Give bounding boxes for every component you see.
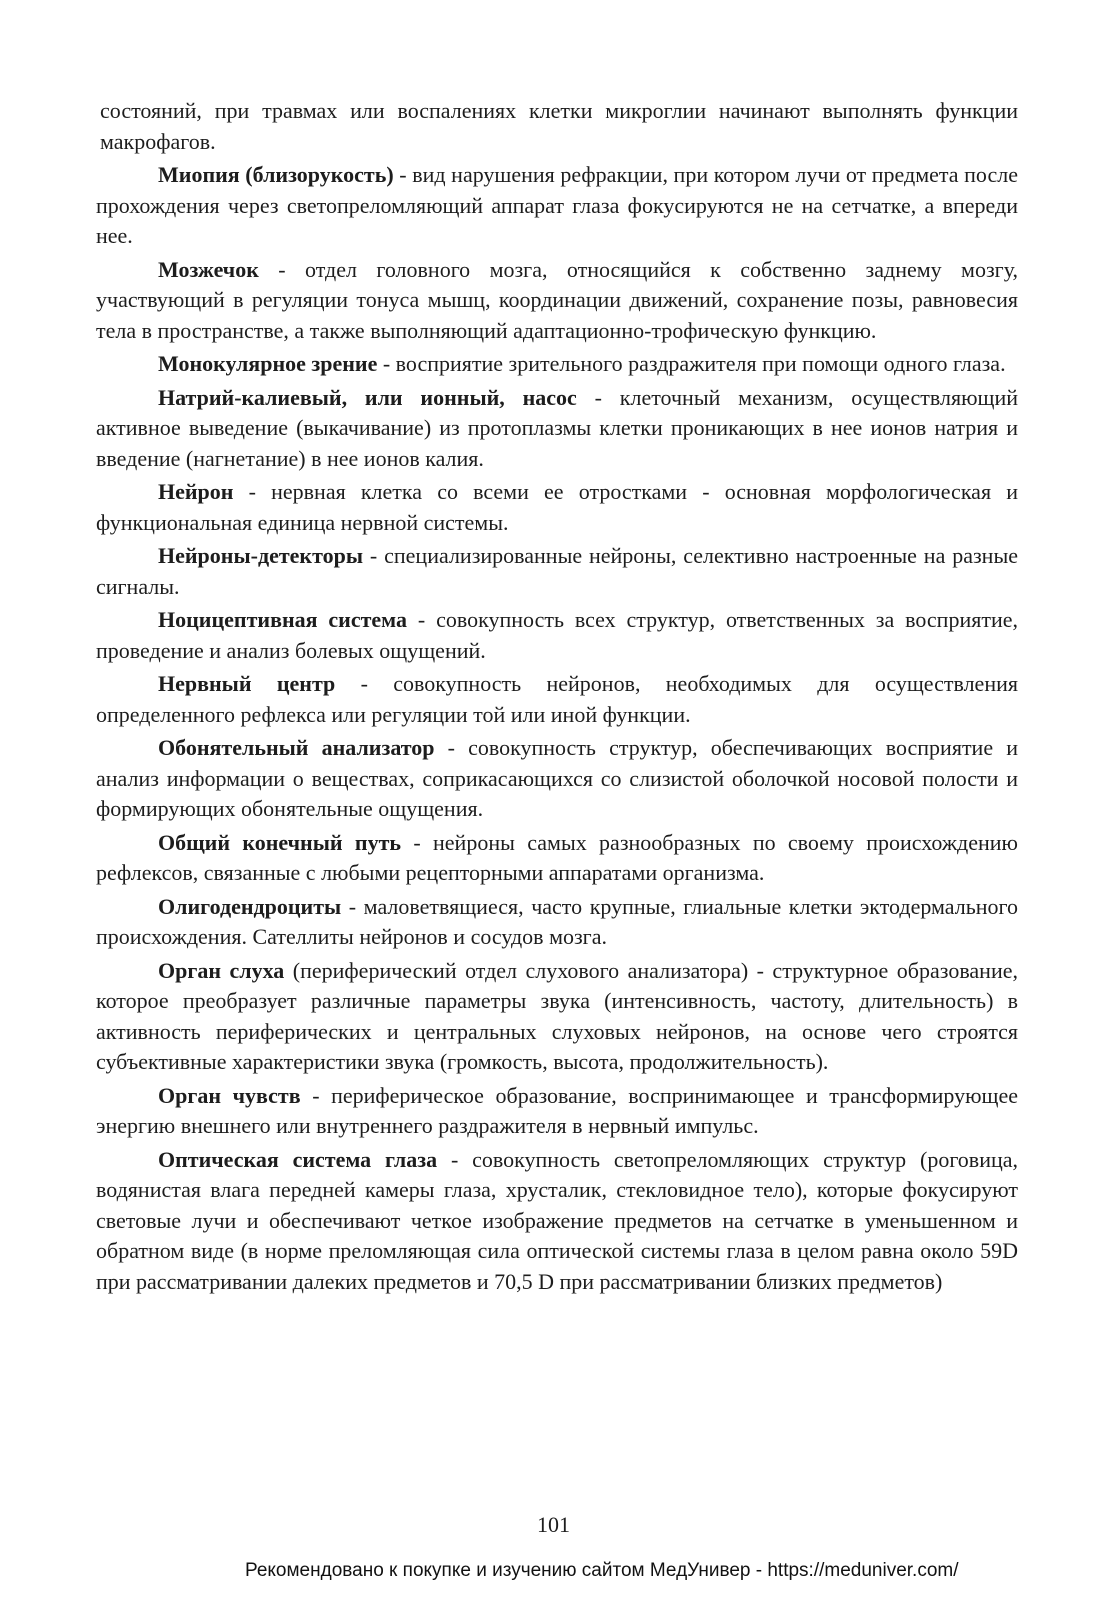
glossary-entry <box>96 733 1018 825</box>
entry-definition: - нейроны самых разнообразных по своему происхождению рефлексов, связанные с любыми рецепторными аппаратами организма. <box>96 829 1018 885</box>
entry-definition: - специализированные нейроны, селективно настроенные на разные сигналы. <box>96 543 1018 599</box>
entry-term: Миопия (близорукость) <box>158 162 394 187</box>
entry-definition: - маловетвящиеся, часто крупные, глиальные клетки эктодермального происхождения. Сателлиты нейронов и сосудов мозга. <box>96 893 1018 949</box>
entry-definition: (периферический отдел слухового анализатора) - структурное образование, которое преобразует различные параметры звука (интенсивность, частоту, длительность) в активность периферических и центральных слуховых нейронов, на основе чего строятся субъективные характеристики звука (громкость, высота, продолжительность). <box>96 957 1018 1074</box>
entry-definition: - вид нарушения рефракции, при котором лучи от предмета после прохождения через светопреломляющий аппарат глаза фокусируются не на сетчатке, а впереди нее. <box>96 162 1018 248</box>
glossary-entry <box>96 1081 1018 1142</box>
footer-recommendation: Рекомендовано к покупке и изучению сайтом МедУнивер - https://meduniver.com/ <box>245 1560 959 1581</box>
glossary-entry <box>96 669 1018 730</box>
document-body <box>88 96 1018 1300</box>
glossary-entry <box>96 349 1018 380</box>
entry-term: Обонятельный анализатор <box>158 735 435 760</box>
entry-definition: - клеточный механизм, осуществляющий активное выведение (выкачивание) из протоплазмы клетки проникающих в нее ионов натрия и введение (нагнетание) в нее ионов калия. <box>96 384 1018 471</box>
entry-definition: - восприятие зрительного раздражителя при помощи одного глаза. <box>377 351 1006 376</box>
entry-term: Нейроны-детекторы <box>158 543 364 568</box>
intro-paragraph: состояний, при травмах или воспалениях клетки микроглии начинают выполнять функции макрофагов. <box>100 98 1018 154</box>
entry-definition: - совокупность светопреломляющих структур (роговица, водянистая влага передней камеры глаза, хрусталик, стекловидное тело), которые фокусируют световые лучи и обеспечивают четкое изображение предметов на сетчатке в уменьшенном и обратном виде (в норме преломляющая сила оптической системы глаза в целом равна около 59D при рассматривании далеких предметов и 70,5 D при рассматривании близких предметов) <box>96 1146 1019 1294</box>
entry-definition: - периферическое образование, воспринимающее и трансформирующее энергию внешнего или внутреннего раздражителя в нервный импульс. <box>96 1082 1018 1138</box>
entry-term: Ноцицептивная система <box>158 607 408 632</box>
entry-definition: - совокупность структур, обеспечивающих восприятие и анализ информации о веществах, соприкасающихся со слизистой оболочкой носовой полости и формирующих обонятельные ощущения. <box>96 735 1018 821</box>
entry-definition: - нервная клетка со всеми ее отростками - основная морфологическая и функциональная единица нервной системы. <box>96 479 1018 535</box>
page-number: 101 <box>537 1512 570 1537</box>
entry-term: Нейрон <box>158 479 234 504</box>
entry-definition: - совокупность всех структур, ответственных за восприятие, проведение и анализ болевых ощущений. <box>96 607 1018 663</box>
entry-term: Монокулярное зрение <box>158 351 378 376</box>
glossary-entry <box>96 956 1018 1078</box>
entry-term: Орган чувств <box>158 1082 301 1108</box>
entry-definition: - совокупность нейронов, необходимых для осуществления определенного рефлекса или регуляции той или иной функции. <box>96 671 1018 727</box>
entry-term: Орган слуха <box>158 957 285 983</box>
entry-term: Нервный центр <box>158 671 336 696</box>
glossary-entry <box>96 892 1018 953</box>
entry-definition: - отдел головного мозга, относящийся к собственно заднему мозгу, участвующий в регуляции тонуса мышц, координации движений, сохранение позы, равновесия тела в пространстве, а также выполняющий адаптационно-трофическую функцию. <box>96 256 1018 343</box>
glossary-entry <box>96 828 1018 889</box>
glossary-entry <box>96 383 1018 475</box>
glossary-entry <box>96 160 1018 252</box>
entry-term: Общий конечный путь <box>158 829 402 855</box>
entry-term: Мозжечок <box>158 256 259 282</box>
entry-term: Оптическая система глаза <box>158 1146 438 1172</box>
entry-term: Олигодендроциты <box>158 893 342 919</box>
glossary-entry <box>96 605 1018 666</box>
glossary-entry <box>96 255 1018 347</box>
entry-term: Натрий-калиевый, или ионный, насос <box>158 384 577 410</box>
glossary-entry <box>96 1145 1018 1298</box>
glossary-entry <box>96 541 1018 602</box>
glossary-entry <box>96 477 1018 538</box>
